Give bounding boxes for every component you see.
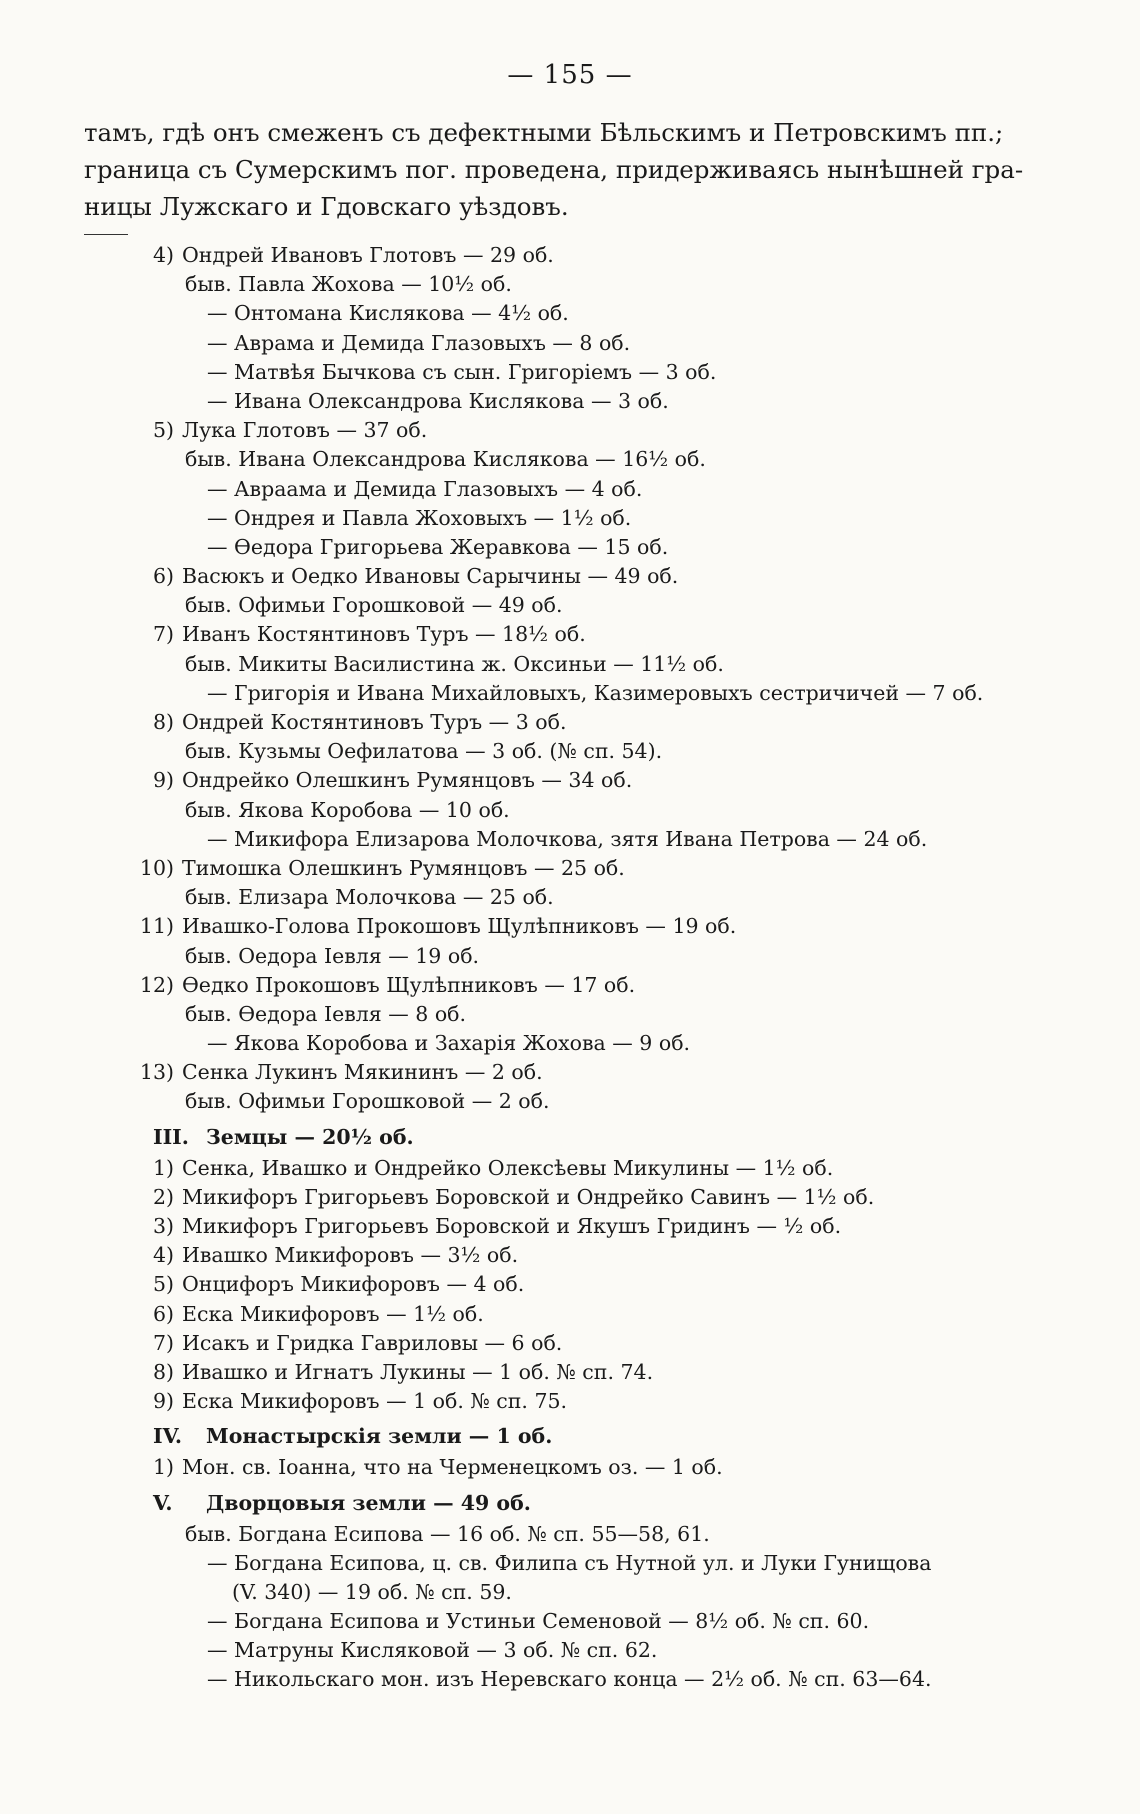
item-number: 12) <box>139 972 174 997</box>
item-text: — Авраама и Демида Глазовыхъ — 4 об. <box>207 476 643 501</box>
list-item <box>0 564 1140 593</box>
item-number: 13) <box>139 1060 174 1085</box>
item-text: Мон. св. Іоанна, что на Черменецкомъ оз. — 1 об. <box>182 1455 723 1480</box>
list-item <box>0 593 1140 622</box>
item-text: — Матвѣя Бычкова съ сын. Григоріемъ — 3 об. <box>207 359 717 384</box>
item-text: — Матруны Кисляковой — 3 об. № сп. 62. <box>207 1638 658 1663</box>
item-text: быв. Богдана Есипова — 16 об. № сп. 55—58, 61. <box>185 1521 710 1546</box>
item-text: быв. Офимьи Горошковой — 49 об. <box>185 593 563 618</box>
item-text: быв. Якова Коробова — 10 об. <box>185 797 510 822</box>
item-text: Микифоръ Григорьевъ Боровской и Ондрейко Савинъ — 1½ об. <box>182 1184 875 1209</box>
list-item <box>0 885 1140 914</box>
item-text: Лука Глотовъ — 37 об. <box>182 418 428 443</box>
item-text: — Никольскаго мон. изъ Неревскаго конца — 2½ об. № сп. 63—64. <box>207 1667 932 1692</box>
item-text: Өедко Прокошовъ Щулѣпниковъ — 17 об. <box>182 972 636 997</box>
item-text: — Богдана Есипова и Устиньи Семеновой — 8½ об. № сп. 60. <box>207 1609 870 1634</box>
item-number: 4) <box>152 243 174 267</box>
intro-line: ницы Лужскаго и Гдовскаго уѣздовъ. <box>84 192 569 221</box>
page-number: — 155 — <box>507 60 633 90</box>
list-item <box>0 272 1140 301</box>
list-item <box>0 1060 1140 1089</box>
list-item <box>0 418 1140 447</box>
item-text: Сенка, Ивашко и Ондрейко Олексѣевы Микулины — 1½ об. <box>182 1155 834 1180</box>
item-number: 10) <box>139 855 174 880</box>
item-text: Ивашко-Голова Прокошовъ Щулѣпниковъ — 19 об. <box>182 914 737 939</box>
item-number: 5) <box>152 418 174 443</box>
intro-paragraph <box>84 114 1059 225</box>
item-number: 8) <box>152 710 174 734</box>
item-text: быв. Оедора Іевля — 19 об. <box>185 943 480 968</box>
item-text: Еска Микифоровъ — 1 об. № сп. 75. <box>182 1389 568 1414</box>
item-text: Ондрей Костянтиновъ Туръ — 3 об. <box>182 710 567 734</box>
item-number: 7) <box>152 1330 174 1355</box>
list-item <box>0 856 1140 885</box>
list-item <box>0 301 1140 330</box>
list-item <box>0 973 1140 1002</box>
list-item <box>0 331 1140 360</box>
list-item <box>0 1272 1140 1301</box>
list-item <box>0 798 1140 827</box>
list-item <box>0 243 1140 272</box>
item-text: быв. Кузьмы Оефилатова — 3 об. (№ сп. 54). <box>185 739 663 764</box>
item-number: 7) <box>152 622 174 647</box>
item-number: V. <box>153 1490 173 1515</box>
item-text: — Ивана Олександрова Кислякова — 3 об. <box>207 388 669 413</box>
list-item <box>0 1580 1140 1609</box>
item-text: — Онтомана Кислякова — 4½ об. <box>207 301 569 326</box>
list-item <box>0 506 1140 535</box>
list-item <box>0 1638 1140 1667</box>
list-item <box>0 1302 1140 1331</box>
item-text: Исакъ и Гридка Гавриловы — 6 об. <box>182 1330 563 1355</box>
item-text: быв. Ивана Олександрова Кислякова — 16½ об. <box>185 447 706 472</box>
section-heading <box>0 1491 1140 1522</box>
item-text: Еска Микифоровъ — 1½ об. <box>182 1301 484 1326</box>
item-text: — Микифора Елизарова Молочкова, зятя Ивана Петрова — 24 об. <box>207 826 928 851</box>
item-number: 2) <box>152 1184 174 1209</box>
list-item <box>0 1243 1140 1272</box>
item-text: быв. Елизара Молочкова — 25 об. <box>185 885 554 910</box>
item-text: Васюкъ и Оедко Ивановы Сарычины — 49 об. <box>182 564 679 589</box>
item-text: Ондрей Ивановъ Глотовъ — 29 об. <box>182 243 554 267</box>
item-number: 4) <box>152 1243 174 1268</box>
item-text: Микифоръ Григорьевъ Боровской и Якушъ Гридинъ — ½ об. <box>182 1214 842 1238</box>
list-item <box>0 360 1140 389</box>
list-item <box>0 622 1140 651</box>
list-item <box>0 914 1140 943</box>
item-text: Ивашко Микифоровъ — 3½ об. <box>182 1243 519 1268</box>
item-text: — Аврама и Демида Глазовыхъ — 8 об. <box>207 330 631 355</box>
item-text: быв. Офимьи Горошковой — 2 об. <box>185 1089 550 1114</box>
item-text: Сенка Лукинъ Мякининъ — 2 об. <box>182 1060 543 1085</box>
list-item <box>0 827 1140 856</box>
item-text: — Григорія и Ивана Михайловыхъ, Казимеровыхъ сестричичей — 7 об. <box>207 680 984 705</box>
list-item <box>0 1360 1140 1389</box>
item-text: Онцифоръ Микифоровъ — 4 об. <box>182 1272 525 1297</box>
item-number: 1) <box>152 1155 174 1180</box>
list-item <box>0 1031 1140 1060</box>
item-text: Ивашко и Игнатъ Лукины — 1 об. № сп. 74. <box>182 1359 654 1384</box>
list-item <box>0 535 1140 564</box>
item-text: Ондрейко Олешкинъ Румянцовъ — 34 об. <box>182 768 633 793</box>
section-divider <box>84 234 128 235</box>
item-text: — Якова Коробова и Захарія Жохова — 9 об. <box>207 1031 691 1056</box>
list-item <box>0 1156 1140 1185</box>
item-number: 1) <box>152 1455 174 1480</box>
list-item <box>0 447 1140 476</box>
item-number: 3) <box>152 1214 174 1238</box>
item-text: Земцы — 20½ об. <box>206 1124 414 1149</box>
item-number: 9) <box>152 768 174 793</box>
item-number: 9) <box>152 1389 174 1414</box>
intro-line: граница съ Сумерскимъ пог. проведена, придерживаясь нынѣшней гра- <box>84 155 1024 184</box>
list-item <box>0 389 1140 418</box>
list-item <box>0 1185 1140 1214</box>
item-number: 5) <box>152 1272 174 1297</box>
list-item <box>0 1089 1140 1118</box>
item-number: 6) <box>152 1301 174 1326</box>
item-number: 6) <box>152 564 174 589</box>
item-text: — Өедора Григорьева Жеравкова — 15 об. <box>207 534 669 559</box>
list-item <box>0 477 1140 506</box>
item-number: III. <box>153 1124 189 1149</box>
list-item <box>0 1667 1140 1696</box>
list-item <box>0 681 1140 710</box>
list-item <box>0 1331 1140 1360</box>
list-item <box>0 710 1140 739</box>
list-item <box>0 1389 1140 1418</box>
item-text: (V. 340) — 19 об. № сп. 59. <box>232 1579 512 1604</box>
list-item <box>0 1551 1140 1580</box>
list-item <box>0 1609 1140 1638</box>
item-text: Монастырскія земли — 1 об. <box>206 1424 553 1449</box>
item-text: быв. Өедора Іевля — 8 об. <box>185 1001 467 1026</box>
section-heading <box>0 1424 1140 1455</box>
list-item <box>0 944 1140 973</box>
item-number: IV. <box>153 1424 183 1449</box>
item-text: Иванъ Костянтиновъ Туръ — 18½ об. <box>182 622 586 647</box>
entry-list <box>0 243 1140 1697</box>
list-item <box>0 1214 1140 1243</box>
intro-line: тамъ, гдѣ онъ смеженъ съ дефектными Бѣльскимъ и Петровскимъ пп.; <box>84 118 1004 147</box>
list-item <box>0 768 1140 797</box>
list-item <box>0 1455 1140 1484</box>
item-text: — Ондрея и Павла Жоховыхъ — 1½ об. <box>207 505 632 530</box>
item-number: 8) <box>152 1359 174 1384</box>
item-text: быв. Микиты Василистина ж. Оксиньи — 11½ об. <box>185 651 724 676</box>
item-text: Тимошка Олешкинъ Румянцовъ — 25 об. <box>182 855 625 880</box>
item-text: Дворцовыя земли — 49 об. <box>206 1490 531 1515</box>
list-item <box>0 739 1140 768</box>
item-number: 11) <box>139 914 174 939</box>
list-item <box>0 652 1140 681</box>
list-item <box>0 1522 1140 1551</box>
item-text: — Богдана Есипова, ц. св. Филипа съ Нутной ул. и Луки Гунищова <box>207 1550 932 1575</box>
section-heading <box>0 1125 1140 1156</box>
item-text: быв. Павла Жохова — 10½ об. <box>185 272 512 297</box>
list-item <box>0 1002 1140 1031</box>
